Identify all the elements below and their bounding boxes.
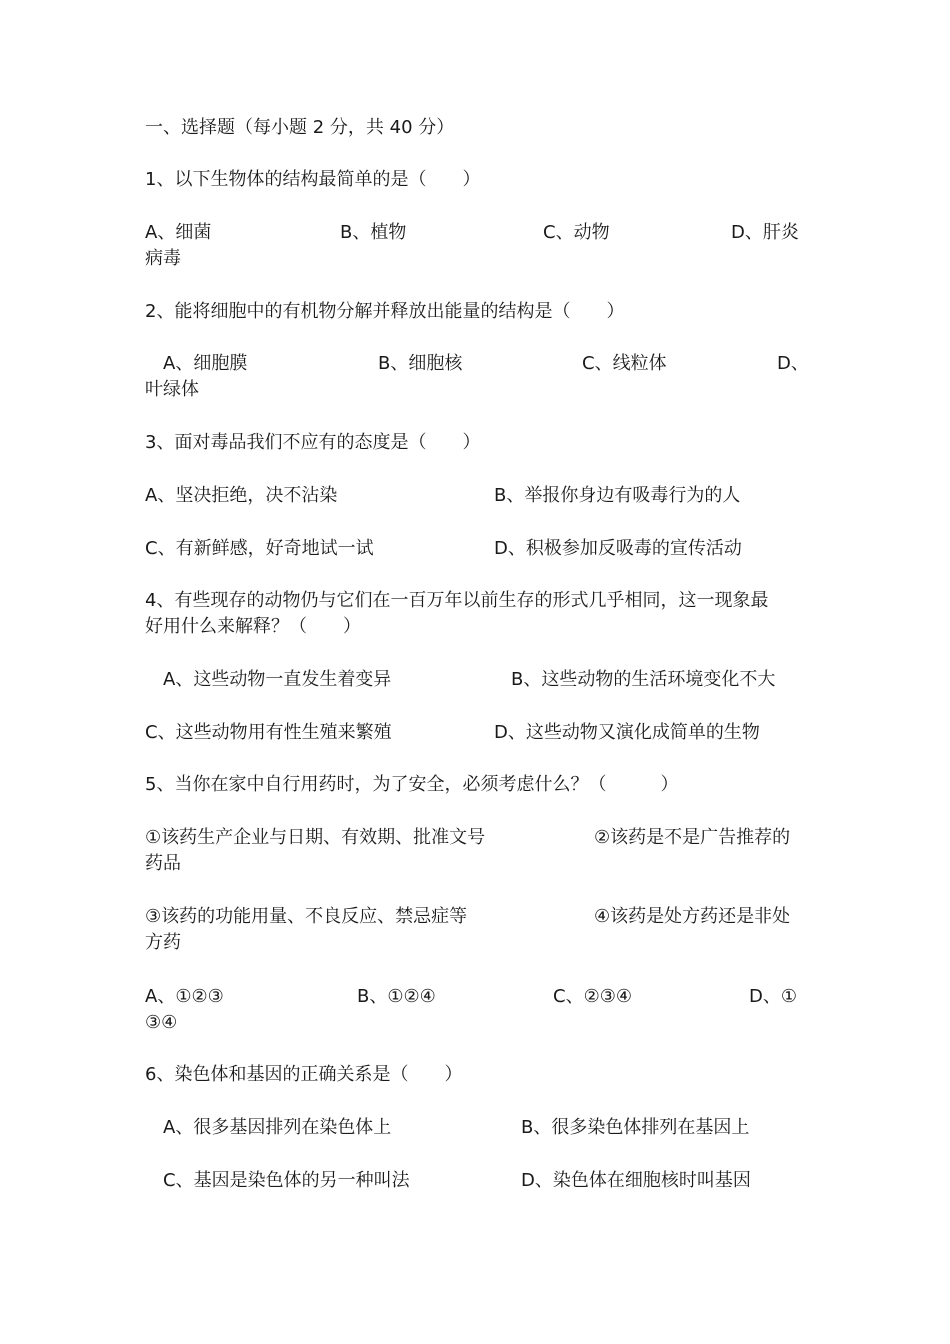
section-title: 一、选择题（每小题 2 分，共 40 分） <box>145 117 455 138</box>
question-2-option-c: C、线粒体 <box>582 353 667 374</box>
question-5-item-3: ③该药的功能用量、不良反应、禁忌症等 <box>145 906 468 927</box>
question-6-stem: 6、染色体和基因的正确关系是（ ） <box>145 1064 463 1085</box>
question-4-stem-line2: 好用什么来解释？（ ） <box>145 616 361 637</box>
question-2-option-a: A、细胞膜 <box>163 353 248 374</box>
question-6-option-d: D、染色体在细胞核时叫基因 <box>521 1170 751 1191</box>
question-2-option-d: D、 <box>777 353 809 374</box>
question-6-option-c: C、基因是染色体的另一种叫法 <box>163 1170 410 1191</box>
question-4-option-a: A、这些动物一直发生着变异 <box>163 669 392 690</box>
question-2-option-b: B、细胞核 <box>378 353 463 374</box>
question-3-option-c: C、有新鲜感，好奇地试一试 <box>145 538 374 559</box>
question-5-option-d: D、① <box>749 986 797 1007</box>
question-1-option-c: C、动物 <box>543 222 610 243</box>
question-1-stem: 1、以下生物体的结构最简单的是（ ） <box>145 169 481 190</box>
question-1-option-d: D、肝炎 <box>731 222 799 243</box>
question-1-option-d-wrap: 病毒 <box>145 248 181 269</box>
question-2-option-d-wrap: 叶绿体 <box>145 379 199 400</box>
question-2-stem: 2、能将细胞中的有机物分解并释放出能量的结构是（ ） <box>145 301 625 322</box>
question-5-option-a: A、①②③ <box>145 986 224 1007</box>
question-6-option-a: A、很多基因排列在染色体上 <box>163 1117 392 1138</box>
question-6-option-b: B、很多染色体排列在基因上 <box>521 1117 750 1138</box>
question-5-item-1: ①该药生产企业与日期、有效期、批准文号 <box>145 827 486 848</box>
question-5-stem: 5、当你在家中自行用药时，为了安全，必须考虑什么？（ ） <box>145 774 679 795</box>
question-5-item-4-wrap: 方药 <box>145 932 181 953</box>
question-1-option-b: B、植物 <box>340 222 407 243</box>
question-5-option-d-wrap: ③④ <box>145 1012 178 1033</box>
question-4-option-d: D、这些动物又演化成简单的生物 <box>494 722 760 743</box>
question-5-option-b: B、①②④ <box>357 986 436 1007</box>
question-1-option-a: A、细菌 <box>145 222 212 243</box>
question-3-option-b: B、举报你身边有吸毒行为的人 <box>494 485 741 506</box>
question-5-item-4: ④该药是处方药还是非处 <box>594 906 791 927</box>
question-3-option-a: A、坚决拒绝，决不沾染 <box>145 485 338 506</box>
question-3-option-d: D、积极参加反吸毒的宣传活动 <box>494 538 742 559</box>
question-5-option-c: C、②③④ <box>553 986 632 1007</box>
question-4-option-b: B、这些动物的生活环境变化不大 <box>511 669 776 690</box>
question-5-item-2: ②该药是不是广告推荐的 <box>594 827 791 848</box>
question-4-option-c: C、这些动物用有性生殖来繁殖 <box>145 722 392 743</box>
question-4-stem-line1: 4、有些现存的动物仍与它们在一百万年以前生存的形式几乎相同，这一现象最 <box>145 590 769 611</box>
question-3-stem: 3、面对毒品我们不应有的态度是（ ） <box>145 432 481 453</box>
question-5-item-2-wrap: 药品 <box>145 853 181 874</box>
